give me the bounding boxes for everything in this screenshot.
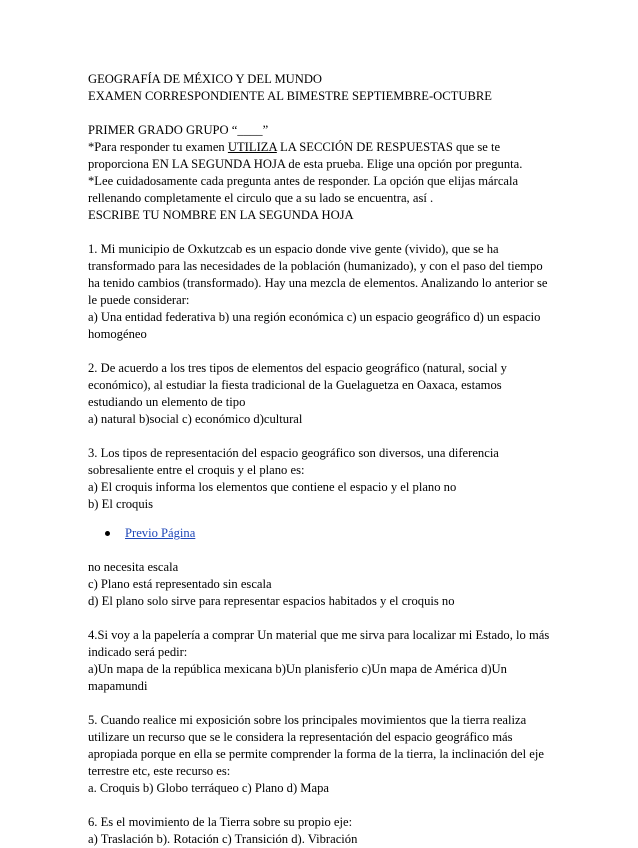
instruction-line: *Para responder tu examen UTILIZA LA SECCIÓN DE RESPUESTAS que se te: [88, 140, 501, 154]
question-text: estudiando un elemento de tipo: [88, 395, 246, 409]
question-options: homogéneo: [88, 327, 147, 341]
question-options: d) El plano solo sirve para representar espacios habitados y el croquis no: [88, 594, 455, 608]
bullet-icon: [105, 531, 110, 536]
question-options: b) El croquis: [88, 497, 154, 511]
question-text: ha tenido cambios (transformado). Hay una mezcla de elementos. Analizando lo anterior se: [88, 276, 548, 290]
question-text: sobresaliente entre el croquis y el plano es:: [88, 463, 305, 477]
question-options: mapamundi: [88, 679, 148, 693]
previous-page-link[interactable]: Previo Página: [125, 526, 196, 540]
question-2: [88, 360, 558, 428]
instruction-line: *Lee cuidadosamente cada pregunta antes de responder. La opción que elijas márcala: [88, 174, 519, 188]
group-blank: ____: [237, 123, 263, 137]
instructions-block: [88, 122, 558, 224]
question-text: 4.Si voy a la papelería a comprar Un material que me sirva para localizar mi Estado, lo más: [88, 628, 550, 642]
question-options: a) natural b)social c) económico d)cultural: [88, 412, 303, 426]
document-header: [88, 71, 558, 105]
question-3: [88, 445, 558, 513]
question-text: le puede considerar:: [88, 293, 190, 307]
group-line: PRIMER GRADO GRUPO “____”: [88, 123, 269, 137]
instruction-line: rellenando completamente el circulo que a su lado se encuentra, así .: [88, 191, 434, 205]
instruction-line: ESCRIBE TU NOMBRE EN LA SEGUNDA HOJA: [88, 208, 354, 222]
question-options: a)Un mapa de la república mexicana b)Un planisferio c)Un mapa de América d)Un: [88, 662, 507, 676]
question-text: 5. Cuando realice mi exposición sobre los principales movimientos que la tierra realiza: [88, 713, 527, 727]
question-text: 2. De acuerdo a los tres tipos de elementos del espacio geográfico (natural, social y: [88, 361, 507, 375]
question-3-continued: [88, 559, 558, 610]
nav-item-previous: [88, 525, 558, 542]
question-options: a. Croquis b) Globo terráqueo c) Plano d) Mapa: [88, 781, 329, 795]
question-text: transformado para las necesidades de la población (humanizado), y con el paso del tiempo: [88, 259, 543, 273]
question-text: apropiada porque en ella se permite comprender la forma de la tierra, la inclinación del eje: [88, 747, 544, 761]
question-options: no necesita escala: [88, 560, 179, 574]
document-page: [88, 71, 558, 848]
question-1: [88, 241, 558, 343]
question-options: a) Traslación b). Rotación c) Transición d). Vibración: [88, 832, 358, 846]
utiliza-emphasis: UTILIZA: [227, 140, 277, 154]
question-text: utilizare un recurso que se le considera la representación del espacio geográfico más: [88, 730, 513, 744]
instruction-line: proporciona EN LA SEGUNDA HOJA de esta prueba. Elige una opción por pregunta.: [88, 157, 523, 171]
question-text: 1. Mi municipio de Oxkutzcab es un espacio donde vive gente (vivido), que se ha: [88, 242, 499, 256]
question-5: [88, 712, 558, 797]
question-options: a) Una entidad federativa b) una región económica c) un espacio geográfico d) un espacio: [88, 310, 541, 324]
page-navigation: [88, 525, 558, 559]
document-title: GEOGRAFÍA DE MÉXICO Y DEL MUNDO: [88, 72, 323, 86]
question-text: terrestre etc, este recurso es:: [88, 764, 231, 778]
question-text: económico), al estudiar la fiesta tradicional de la Guelaguetza en Oaxaca, estamos: [88, 378, 502, 392]
question-text: 6. Es el movimiento de la Tierra sobre su propio eje:: [88, 815, 353, 829]
question-text: indicado será pedir:: [88, 645, 188, 659]
question-4: [88, 627, 558, 695]
document-subtitle: EXAMEN CORRESPONDIENTE AL BIMESTRE SEPTIEMBRE-OCTUBRE: [88, 89, 492, 103]
question-options: c) Plano está representado sin escala: [88, 577, 272, 591]
question-6: [88, 814, 558, 848]
question-options: a) El croquis informa los elementos que contiene el espacio y el plano no: [88, 480, 457, 494]
question-text: 3. Los tipos de representación del espacio geográfico son diversos, una diferencia: [88, 446, 499, 460]
